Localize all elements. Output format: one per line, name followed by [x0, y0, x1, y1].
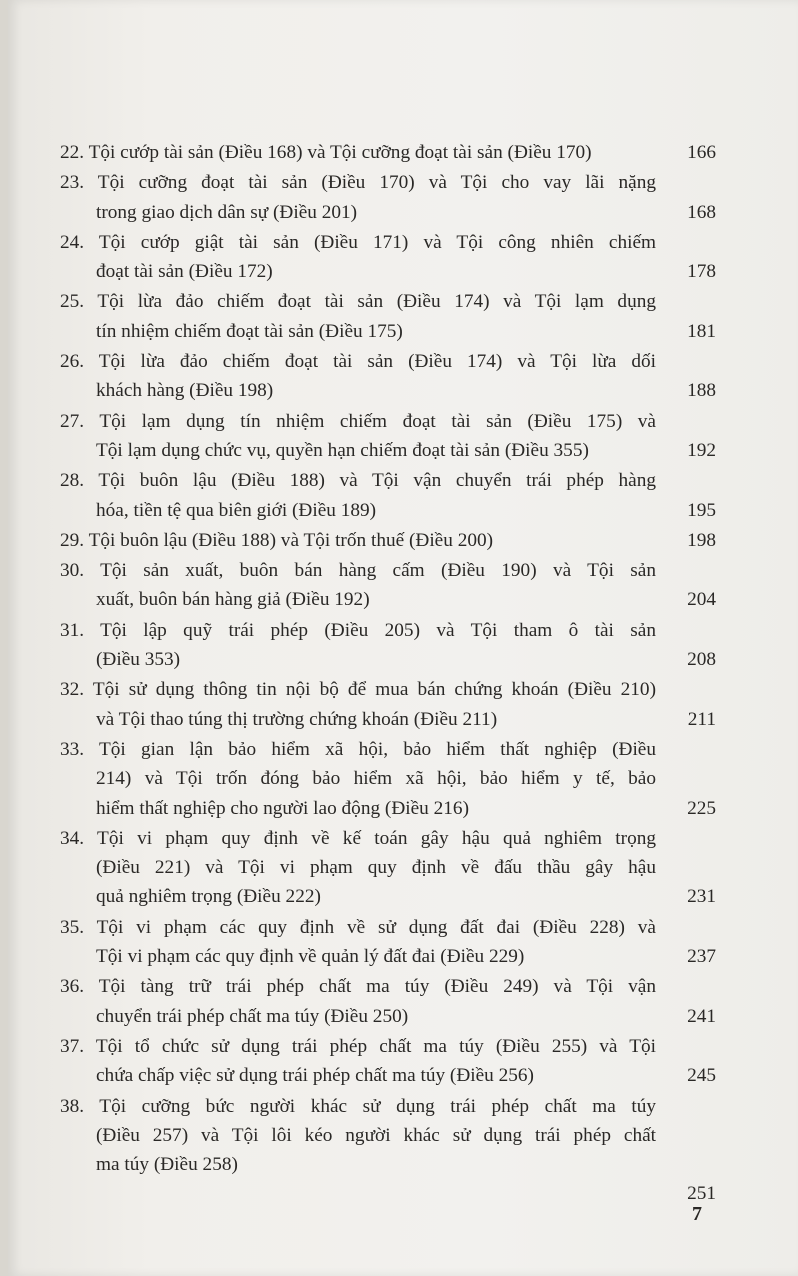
toc-entry [60, 287, 720, 346]
toc-entry-line: 38. Tội cưỡng bức người khác sử dụng trái phép chất ma túy [60, 1095, 656, 1117]
toc-entry-line: 214) và Tội trốn đóng bảo hiểm xã hội, bảo hiểm y tế, bảo [96, 768, 656, 790]
toc-entry-line: hóa, tiền tệ qua biên giới (Điều 189) [96, 499, 377, 521]
toc-entry [60, 1032, 720, 1091]
toc-entry-line: chuyển trái phép chất ma túy (Điều 250) [96, 1005, 409, 1027]
toc-entry-line: 37. Tội tổ chức sử dụng trái phép chất ma túy (Điều 255) và Tội [60, 1035, 656, 1057]
toc-entry [60, 913, 720, 972]
toc-entry [60, 1092, 720, 1209]
toc-entry [60, 616, 720, 675]
toc-entry-line: 26. Tội lừa đảo chiếm đoạt tài sản (Điều 174) và Tội lừa dối [60, 351, 656, 373]
toc-entry-line: ma túy (Điều 258) [96, 1154, 238, 1176]
toc-entry-line: (Điều 221) và Tội vi phạm quy định về đấu thầu gây hậu [96, 857, 656, 879]
table-of-contents [60, 138, 720, 1210]
toc-entry [60, 972, 720, 1031]
toc-entry-line: 27. Tội lạm dụng tín nhiệm chiếm đoạt tài sản (Điều 175) và [60, 410, 656, 432]
toc-page-number: 195 [687, 499, 716, 521]
toc-entry [60, 138, 720, 167]
toc-page-number: 166 [687, 142, 716, 163]
page-number: 7 [692, 1203, 702, 1225]
toc-entry-line: trong giao dịch dân sự (Điều 201) [96, 201, 358, 223]
toc-entry [60, 466, 720, 525]
toc-entry-line: 32. Tội sử dụng thông tin nội bộ để mua bán chứng khoán (Điều 210) [60, 679, 656, 701]
toc-entry [60, 735, 720, 823]
toc-entry-line: khách hàng (Điều 198) [96, 380, 274, 402]
toc-entry-line: Tội vi phạm các quy định về quản lý đất đai (Điều 229) [96, 946, 525, 968]
book-page [8, 0, 798, 1276]
toc-entry-line: 31. Tội lập quỹ trái phép (Điều 205) và Tội tham ô tài sản [60, 619, 656, 641]
toc-entry [60, 556, 720, 615]
toc-page-number: 168 [687, 201, 716, 223]
toc-entry-line: 36. Tội tàng trữ trái phép chất ma túy (Điều 249) và Tội vận [60, 976, 656, 998]
toc-page-number: 181 [687, 320, 716, 342]
toc-page-number: 208 [687, 649, 716, 671]
toc-page-number: 192 [687, 439, 716, 461]
toc-entry [60, 228, 720, 287]
toc-entry [60, 168, 720, 227]
toc-entry-line: và Tội thao túng thị trường chứng khoán (Điều 211) [96, 708, 498, 730]
toc-entry-line: 23. Tội cưỡng đoạt tài sản (Điều 170) và Tội cho vay lãi nặng [60, 172, 656, 194]
toc-entry-line: quả nghiêm trọng (Điều 222) [96, 886, 321, 908]
toc-page-number: 204 [687, 589, 716, 611]
toc-page-number: 241 [687, 1005, 716, 1027]
toc-entry-line: 33. Tội gian lận bảo hiểm xã hội, bảo hiểm thất nghiệp (Điều [60, 738, 656, 760]
toc-entry-line: 25. Tội lừa đảo chiếm đoạt tài sản (Điều 174) và Tội lạm dụng [60, 291, 656, 313]
toc-page-number: 237 [687, 946, 716, 968]
toc-entry-line: 34. Tội vi phạm quy định về kế toán gây hậu quả nghiêm trọng [60, 827, 656, 849]
toc-entry-line: Tội lạm dụng chức vụ, quyền hạn chiếm đoạt tài sản (Điều 355) [96, 439, 589, 461]
toc-page-number: 231 [687, 886, 716, 908]
toc-entry [60, 347, 720, 406]
toc-entry-line: đoạt tài sản (Điều 172) [96, 261, 273, 283]
toc-entry [60, 526, 720, 555]
toc-entry [60, 824, 720, 912]
toc-page-number: 245 [687, 1065, 716, 1087]
toc-entry-line: xuất, buôn bán hàng giả (Điều 192) [96, 589, 370, 611]
toc-entry-line: 28. Tội buôn lậu (Điều 188) và Tội vận chuyển trái phép hàng [60, 470, 656, 492]
toc-page-number: 178 [687, 261, 716, 283]
toc-entry [60, 407, 720, 466]
toc-entry-line: (Điều 353) [96, 649, 181, 671]
toc-entry-line: 35. Tội vi phạm các quy định về sử dụng đất đai (Điều 228) và [60, 916, 656, 938]
toc-entry-line: 29. Tội buôn lậu (Điều 188) và Tội trốn thuế (Điều 200) [60, 529, 494, 551]
toc-page-number: 188 [687, 380, 716, 402]
toc-entry-line: tín nhiệm chiếm đoạt tài sản (Điều 175) [96, 320, 403, 342]
toc-entry-line: 22. Tội cướp tài sản (Điều 168) và Tội cưỡng đoạt tài sản (Điều 170) [60, 142, 592, 163]
toc-entry-line: (Điều 257) và Tội lôi kéo người khác sử dụng trái phép chất [96, 1124, 656, 1146]
toc-entry-line: chứa chấp việc sử dụng trái phép chất ma túy (Điều 256) [96, 1065, 534, 1087]
toc-page-number: 198 [687, 529, 716, 551]
toc-entry-line: hiểm thất nghiệp cho người lao động (Điều 216) [96, 797, 469, 819]
toc-page-number: 225 [687, 797, 716, 819]
toc-entry [60, 675, 720, 734]
toc-entry-line: 24. Tội cướp giật tài sản (Điều 171) và Tội công nhiên chiếm [60, 231, 656, 253]
toc-page-number: 251 [687, 1183, 716, 1205]
toc-entry-line: 30. Tội sản xuất, buôn bán hàng cấm (Điều 190) và Tội sản [60, 560, 656, 582]
toc-page-number: 211 [687, 708, 716, 730]
